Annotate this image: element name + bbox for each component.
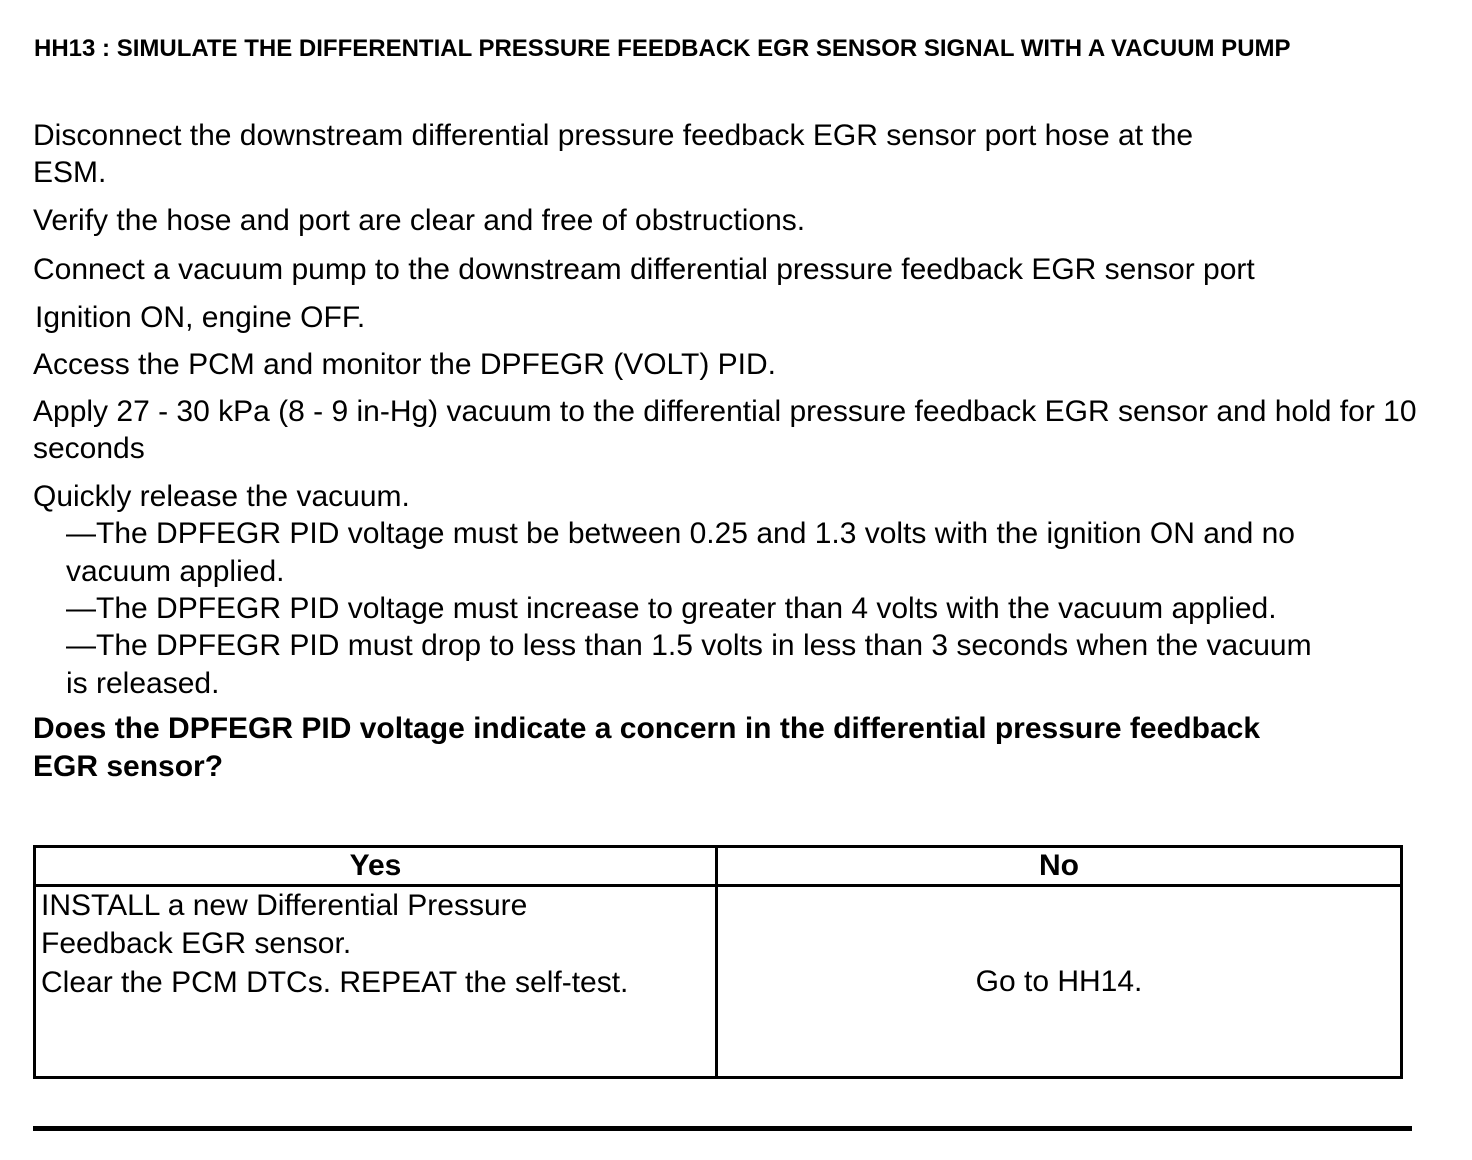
decision-table	[33, 845, 1403, 1079]
yes-header: Yes	[35, 847, 717, 886]
no-header: No	[717, 847, 1402, 886]
decision-question: Does the DPFEGR PID voltage indicate a concern in the differential pressure feedback EGR sensor?	[33, 712, 1260, 783]
no-cell	[717, 886, 1402, 1078]
step-instruction-4: Ignition ON, engine OFF.	[35, 301, 366, 334]
criterion-3: —The DPFEGR PID must drop to less than 1.5 volts in less than 3 seconds when the vacuum is released.	[66, 629, 1312, 700]
criterion-1: —The DPFEGR PID voltage must be between 0.25 and 1.3 volts with the ignition ON and no vacuum applied.	[66, 517, 1295, 588]
step-instruction-7: Quickly release the vacuum.	[33, 480, 410, 513]
yes-action-1: INSTALL a new Differential Pressure Feedback EGR sensor.	[41, 889, 528, 960]
step-instruction-5: Access the PCM and monitor the DPFEGR (VOLT) PID.	[33, 348, 776, 381]
no-action: Go to HH14.	[975, 964, 1143, 998]
step-instruction-6: Apply 27 - 30 kPa (8 - 9 in-Hg) vacuum to the differential pressure feedback EGR sensor and hold for 10 seconds	[33, 395, 1417, 465]
step-instruction-2: Verify the hose and port are clear and free of obstructions.	[33, 204, 806, 237]
table-header-row	[35, 847, 1402, 886]
step-instruction-1: Disconnect the downstream differential pressure feedback EGR sensor port hose at the ESM.	[33, 119, 1194, 189]
step-title: HH13 : SIMULATE THE DIFFERENTIAL PRESSURE FEEDBACK EGR SENSOR SIGNAL WITH A VACUUM PUMP	[34, 35, 1291, 62]
bottom-divider	[33, 1126, 1412, 1131]
table-row	[35, 886, 1402, 1078]
yes-action-2: Clear the PCM DTCs. REPEAT the self-test.	[41, 966, 629, 999]
yes-cell	[35, 886, 717, 1078]
step-instruction-3: Connect a vacuum pump to the downstream differential pressure feedback EGR sensor port	[33, 253, 1255, 286]
criterion-2: —The DPFEGR PID voltage must increase to greater than 4 volts with the vacuum applied.	[66, 592, 1277, 625]
